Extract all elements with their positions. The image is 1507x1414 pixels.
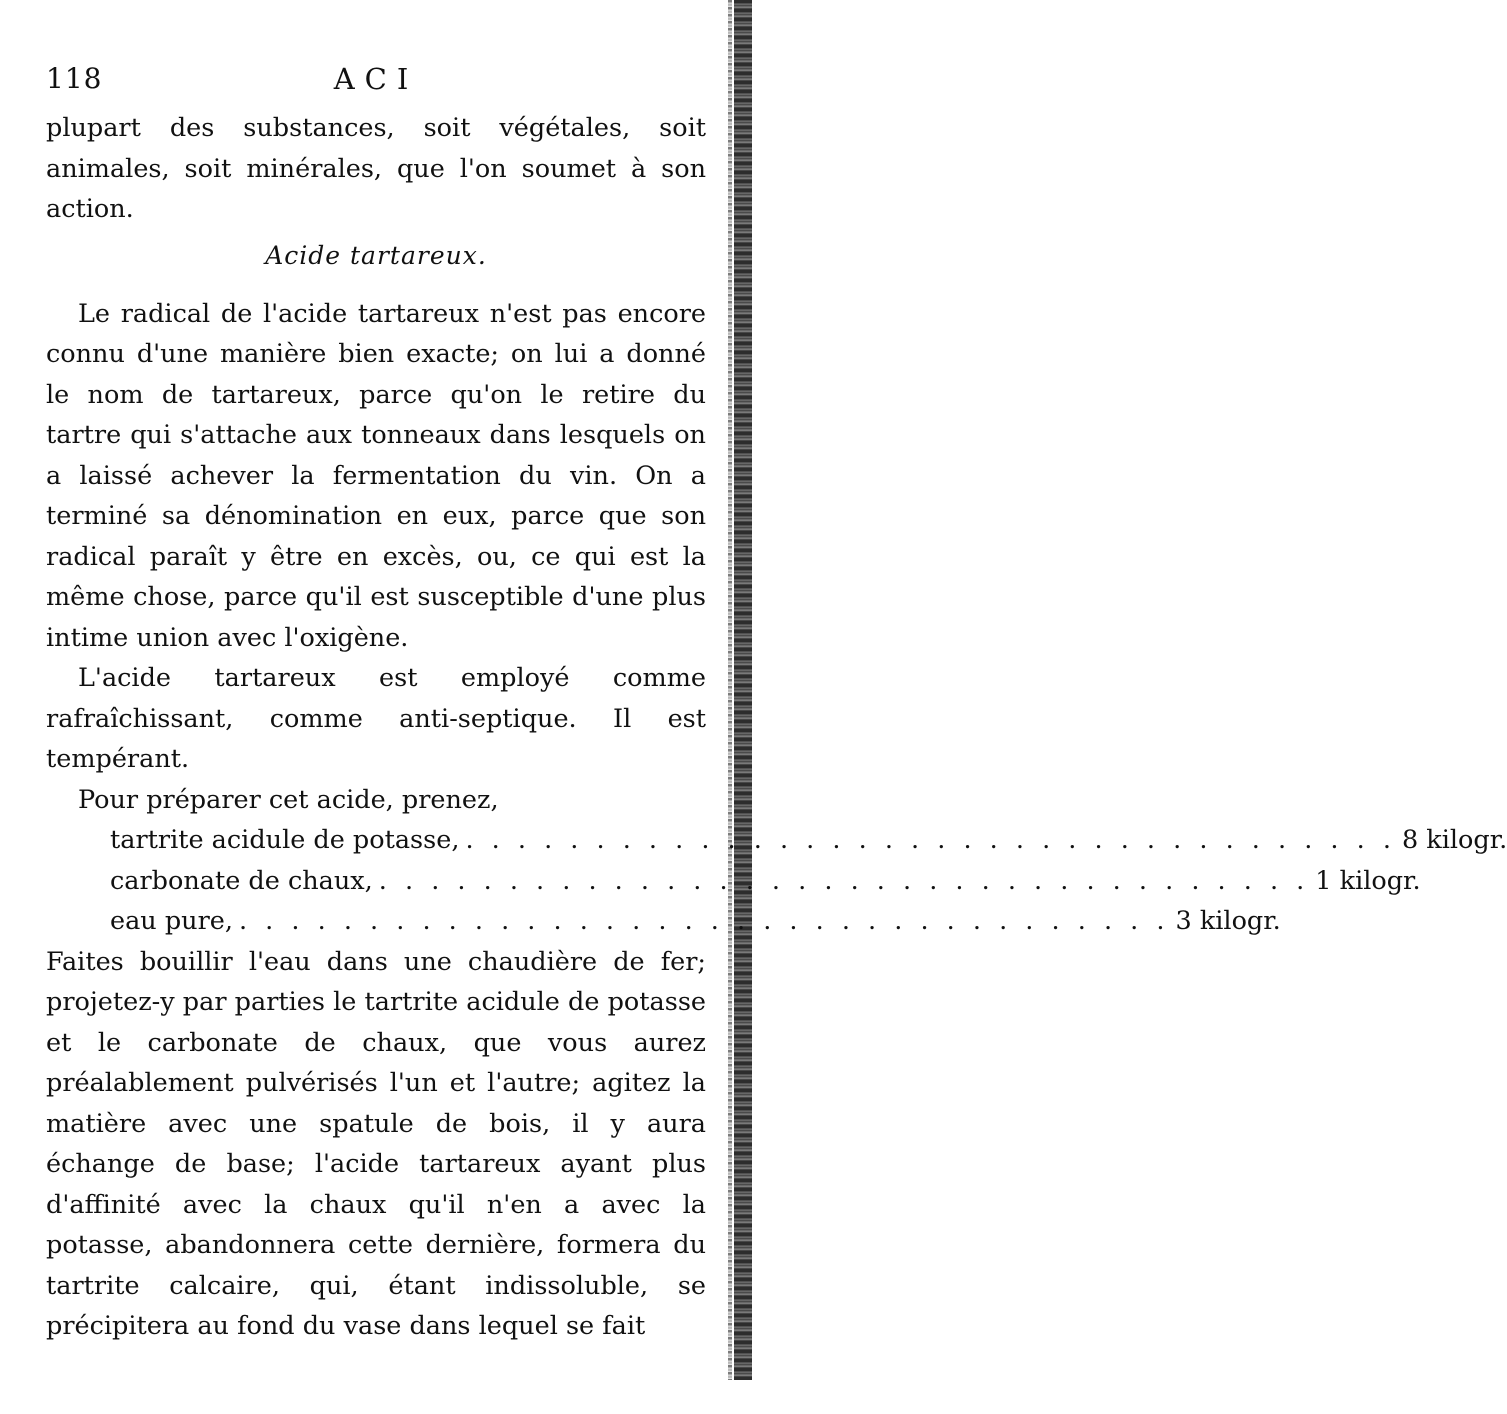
paragraph-preparation: Faites bouillir l'eau dans une chaudière de fer; projetez-y par parties le tartrite acidule de potasse et le carbonate de chaux, que vous aurez préalablement pulvérisés l'un et l'autre; agitez la matière avec une spatule de bois, il y aura échange de base; l'acide tartareux ayant plus d'affinité avec la chaux qu'il n'en a avec la potasse, abandonnera cette dernière, formera du tartrite calcaire, qui, étant indissoluble, se précipitera au fond du vase dans lequel se fait (46, 946, 706, 1341)
recipe-list (46, 820, 1507, 942)
paragraph-usage: L'acide tartareux est employé comme rafraîchissant, comme anti-septique. Il est tempérant. (46, 663, 706, 774)
page-header (46, 60, 706, 108)
section-title: Acide tartareux. (265, 240, 487, 270)
paragraph-radical: Le radical de l'acide tartareux n'est pas encore connu d'une manière bien exacte; on lui a donné le nom de tartareux, parce qu'on le retire du tartre qui s'attache aux tonneaux dans lesquels on a laissé achever la fermentation du vin. On a terminé sa dénomination en eux, parce que son radical paraît y être en excès, ou, ce qui est la même chose, parce qu'il est susceptible d'une plus intime union avec l'oxigène. (46, 298, 706, 653)
leader-dots: . . . . . . . . . . . . . . . . . . . . . . . . . . . . . . . . . . . . (238, 906, 1170, 936)
recipe-quantity: 8 kilogr. (1401, 825, 1507, 855)
leader-dots: . . . . . . . . . . . . . . . . . . . . . . . . . . . . . . . . . . . . (378, 865, 1310, 896)
recipe-row (110, 861, 1421, 902)
page-number: 118 (46, 62, 103, 95)
recipe-row (110, 820, 1507, 861)
book-spine (734, 0, 752, 1380)
recipe-intro: Pour préparer cet acide, prenez, (78, 784, 499, 815)
book-spine-edge (728, 0, 732, 1380)
page-body (46, 108, 1507, 1347)
leader-dots: . . . . . . . . . . . . . . . . . . . . . . . . . . . . . . . . . . . . (465, 825, 1396, 855)
recipe-ingredient: tartrite acidule de potasse, (110, 825, 460, 855)
recipe-quantity: 1 kilogr. (1315, 865, 1421, 896)
recipe-ingredient: carbonate de chaux, (110, 865, 373, 896)
recipe-row (110, 901, 1281, 942)
intro-paragraph: plupart des substances, soit végétales, soit animales, soit minérales, que l'on soumet à son action. (46, 113, 706, 224)
running-head: ACI (333, 62, 419, 96)
book-page (46, 60, 1507, 1347)
recipe-quantity: 3 kilogr. (1175, 906, 1281, 936)
recipe-ingredient: eau pure, (110, 906, 233, 936)
